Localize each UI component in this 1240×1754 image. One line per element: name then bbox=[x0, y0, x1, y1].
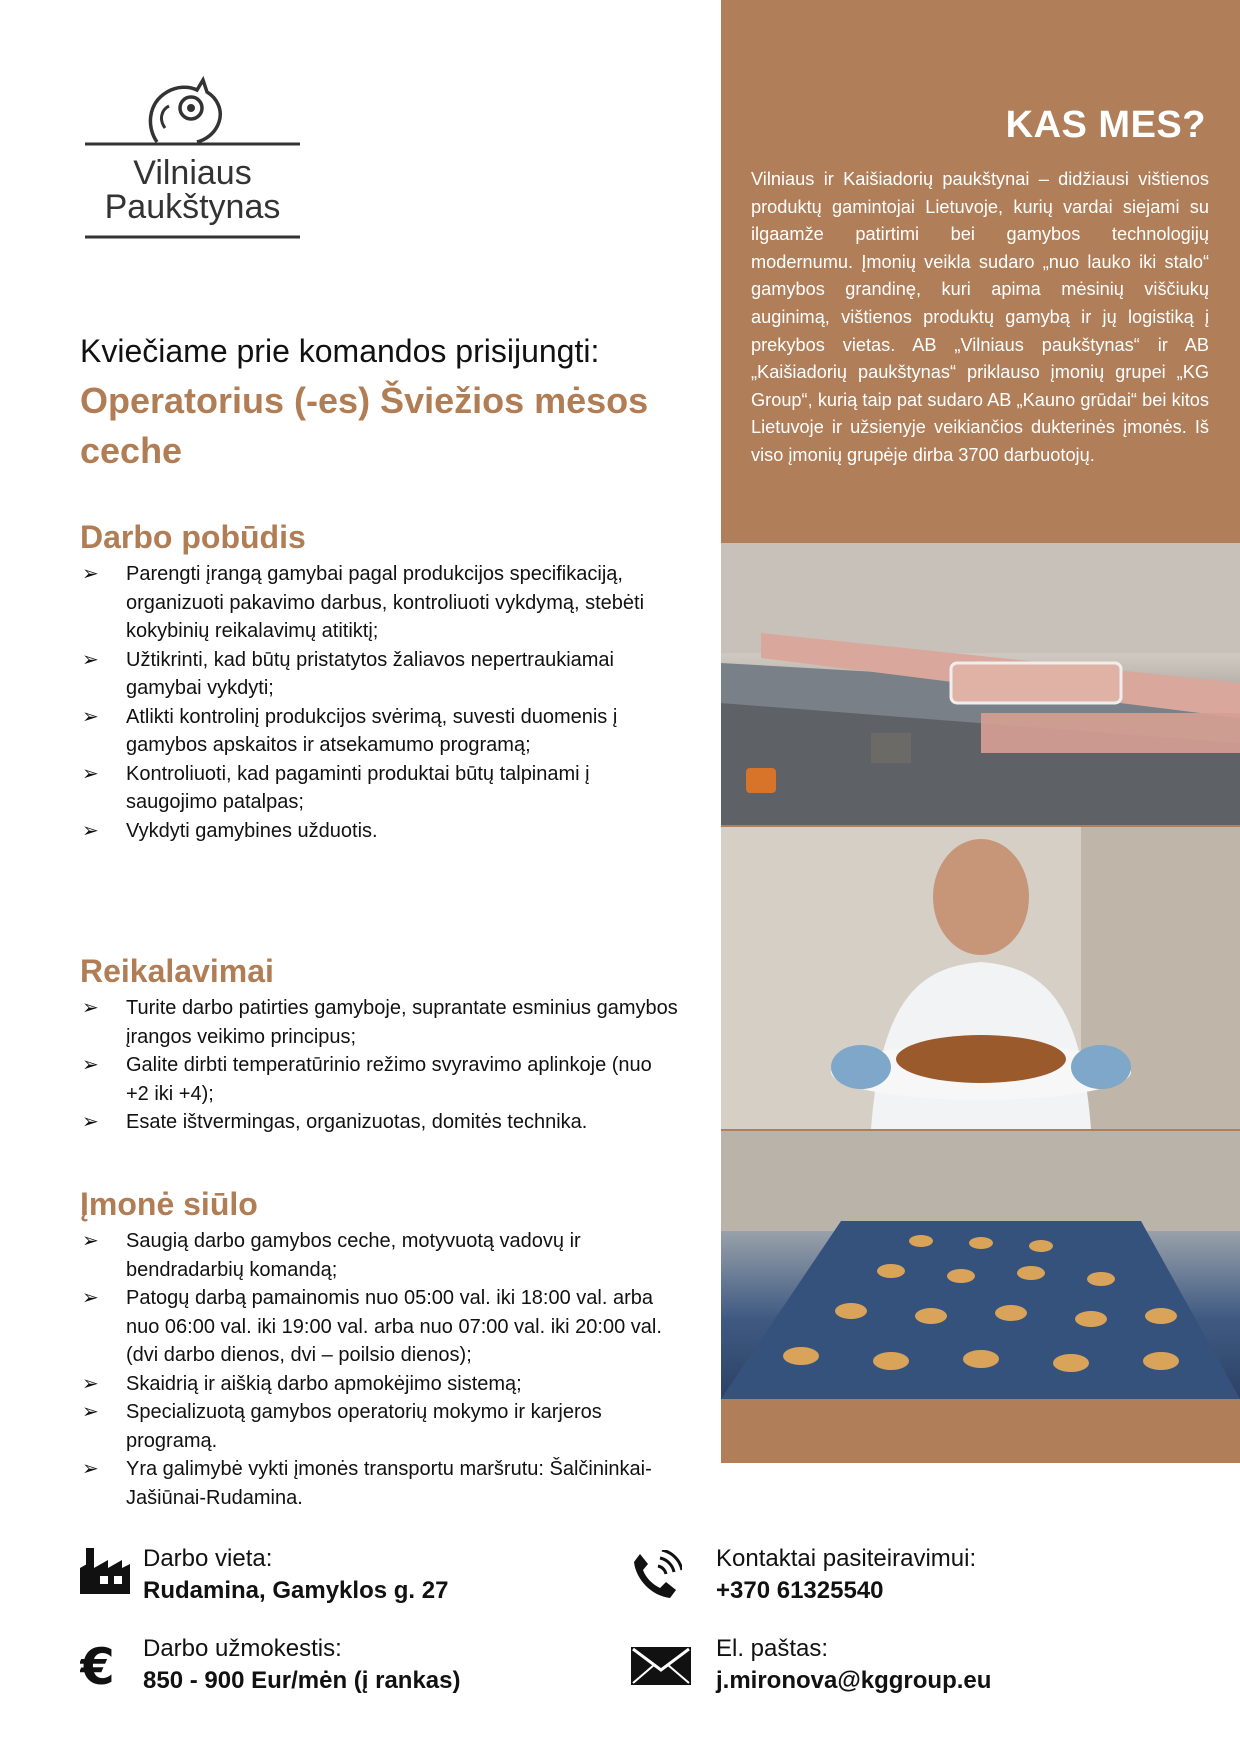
bullet-list bbox=[80, 994, 680, 1137]
info-value[interactable] bbox=[716, 1574, 976, 1608]
logo-line-1: Vilniaus bbox=[133, 154, 252, 192]
email-link[interactable]: j.mironova@kggroup.eu bbox=[716, 1667, 992, 1694]
about-title: KAS MES? bbox=[1005, 104, 1206, 146]
list-item: ➢ Yra galimybė vykti įmonės transportu maršrutu: Šalčininkai-Jašiūnai-Rudamina. bbox=[80, 1455, 680, 1512]
info-label: Kontaktai pasiteiravimui: bbox=[716, 1545, 977, 1572]
info-value: 850 - 900 Eur/mėn (į rankas) bbox=[143, 1667, 461, 1694]
section-title: Įmonė siūlo bbox=[80, 1186, 258, 1222]
list-item: ➢ Vykdyti gamybines užduotis. bbox=[80, 817, 680, 846]
list-item: ➢ Užtikrinti, kad būtų pristatytos žaliavos nepertraukiamai gamybai vykdyti; bbox=[80, 646, 680, 703]
about-panel bbox=[721, 0, 1240, 1463]
bullet-list bbox=[80, 560, 680, 845]
list-item: ➢ Esate ištvermingas, organizuotas, domitės technika. bbox=[80, 1108, 680, 1137]
list-item: ➢ Galite dirbti temperatūrinio režimo svyravimo aplinkoje (nuo +2 iki +4); bbox=[80, 1051, 680, 1108]
salary bbox=[143, 1634, 460, 1698]
section-title: Darbo pobūdis bbox=[80, 519, 306, 555]
invite-heading: Kviečiame prie komandos prisijungti: bbox=[80, 333, 600, 369]
info-value[interactable] bbox=[716, 1664, 991, 1698]
list-item: ➢ Turite darbo patirties gamyboje, suprantate esminius gamybos įrangos veikimo principus; bbox=[80, 994, 680, 1051]
contact-phone bbox=[716, 1544, 976, 1608]
list-item: ➢ Kontroliuoti, kad pagaminti produktai būtų talpinami į saugojimo patalpas; bbox=[80, 760, 680, 817]
conveyor-meat-image bbox=[721, 543, 1240, 825]
photo-worker-chicken bbox=[721, 827, 1240, 1129]
list-item: ➢ Patogų darbą pamainomis nuo 05:00 val. iki 18:00 val. arba nuo 06:00 val. iki 19:00 val. arba nuo 07:00 val. iki 20:00 val. (dvi darbo dienos, dvi – poilsio dienos); bbox=[80, 1284, 680, 1370]
info-label: Darbo vieta: bbox=[143, 1545, 273, 1572]
work-location bbox=[143, 1544, 448, 1608]
list-item: ➢ Parengti įrangą gamybai pagal produkcijos specifikaciją, organizuoti pakavimo darbus, kontroliuoti vykdymą, stebėti kokybinių reikalavimų atitiktį; bbox=[80, 560, 680, 646]
contact-email bbox=[716, 1634, 991, 1698]
factory-icon bbox=[80, 1542, 130, 1594]
logo-line-2: Paukštynas bbox=[104, 188, 281, 226]
info-label: Darbo užmokestis: bbox=[143, 1635, 342, 1662]
section-company-offers bbox=[80, 1186, 680, 1512]
list-item: ➢ Atlikti kontrolinį produkcijos svėrimą, suvesti duomenis į gamybos apskaitos ir atsekamumo programą; bbox=[80, 703, 680, 760]
info-label: El. paštas: bbox=[716, 1635, 829, 1662]
phone-link[interactable]: +370 61325540 bbox=[716, 1577, 884, 1604]
info-value: Rudamina, Gamyklos g. 27 bbox=[143, 1577, 449, 1604]
phone-icon bbox=[630, 1550, 682, 1602]
bullet-list bbox=[80, 1227, 680, 1512]
job-title: Operatorius (-es) Šviežios mėsos ceche bbox=[80, 380, 649, 471]
svg-text:€: € bbox=[80, 1642, 115, 1690]
bird-logo-icon bbox=[85, 76, 300, 156]
photo-conveyor-meat bbox=[721, 543, 1240, 825]
list-item: ➢ Skaidrią ir aiškią darbo apmokėjimo sistemą; bbox=[80, 1370, 680, 1399]
about-text: Vilniaus ir Kaišiadorių paukštynai – didžiausi vištienos produktų gamintojai Lietuvoje, kurių vardai siejami su ilgaamže patirtimi bei gamybos technologijų modernumu. Įmonių veikla sudaro „nuo lauko iki stalo“ gamybos grandinę, kuri apima mėsinių viščiukų auginimą, vištienos produktų gamybą ir jų logistiką į prekybos vietas. AB „Vilniaus paukštynas“ ir AB „Kaišiadorių paukštynas“ priklauso įmonių grupei „KG Group“, kurią taip pat sudaro AB „Kauno grūdai“ bei kitos Lietuvoje ir užsienyje veikiančios dukterinės įmonės. Iš viso įmonių grupėje dirba 3700 darbuotojų. bbox=[751, 169, 1209, 465]
worker-chicken-image bbox=[721, 827, 1240, 1129]
euro-icon bbox=[80, 1642, 120, 1690]
section-requirements bbox=[80, 953, 680, 1137]
company-logo bbox=[85, 76, 300, 240]
section-job-description bbox=[80, 519, 680, 845]
photo-conveyor-nuggets bbox=[721, 1131, 1240, 1399]
list-item: ➢ Specializuotą gamybos operatorių mokymo ir karjeros programą. bbox=[80, 1398, 680, 1455]
list-item: ➢ Saugią darbo gamybos ceche, motyvuotą vadovų ir bendradarbių komandą; bbox=[80, 1227, 680, 1284]
conveyor-nuggets-image bbox=[721, 1131, 1240, 1399]
envelope-icon bbox=[630, 1646, 692, 1686]
section-title: Reikalavimai bbox=[80, 953, 274, 989]
logo-underline bbox=[85, 234, 300, 240]
